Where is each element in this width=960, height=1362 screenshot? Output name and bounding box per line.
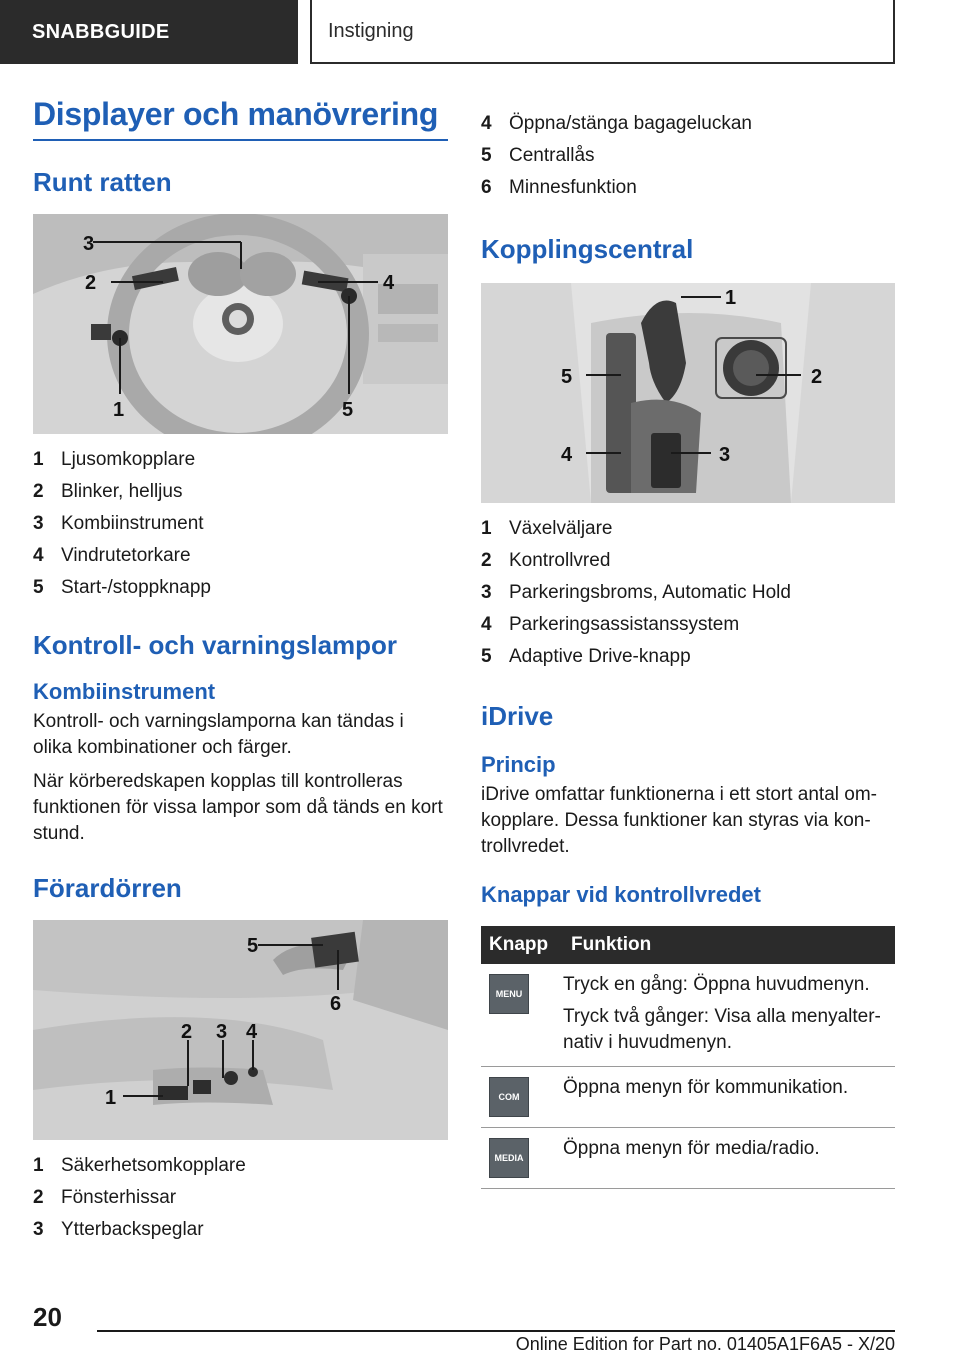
callout-steering-3: 3: [83, 233, 95, 255]
table-header-row: [481, 926, 895, 964]
door-legend: [33, 1150, 448, 1246]
left-column: [33, 96, 448, 1246]
callout-console-4: 4: [561, 444, 573, 466]
list-item: 5 Centrallås: [481, 145, 595, 166]
list-item: 4 Parkeringsassistanssystem: [481, 614, 740, 635]
idrive-heading: iDrive: [481, 701, 554, 731]
lamps-paragraph-1: Kontroll- och varningslamporna kan tändas i olika kombinationer och färger.: [33, 711, 404, 758]
callout-steering-4: 4: [383, 272, 395, 294]
callout-steering-5: 5: [342, 399, 354, 421]
media-key-icon: MEDIA: [489, 1138, 529, 1178]
chapter-tab: Instigning: [310, 0, 895, 64]
lamps-paragraph-2: När körberedskapen kopplas till kontrolleras funktionen för vissa lampor som då tänds en kort stund.: [33, 771, 443, 844]
callout-console-3: 3: [719, 444, 731, 466]
callout-steering-2: 2: [85, 272, 97, 294]
callout-door-5: 5: [247, 935, 259, 957]
callout-door-1: 1: [105, 1087, 117, 1109]
door-heading: Förardörren: [33, 873, 182, 903]
steering-heading: Runt ratten: [33, 167, 172, 197]
edition-text: Online Edition for Part no. 01405A1F6A5 - X/20: [515, 1334, 895, 1354]
table-cell-text: Tryck två gånger: Visa alla menyalternativ i huvudmenyn.: [563, 1006, 881, 1053]
door-legend-continued: [481, 108, 895, 204]
list-item: 1 Växelväljare: [481, 518, 613, 539]
list-item: 5 Adaptive Drive-knapp: [481, 646, 691, 667]
list-item: 2 Fönsterhissar: [33, 1187, 177, 1208]
table-row: [481, 1067, 895, 1128]
callout-door-4: 4: [246, 1021, 258, 1043]
footer-divider: [97, 1330, 895, 1332]
callout-door-2: 2: [181, 1021, 193, 1043]
lamps-heading: Kontroll- och varningslampor: [33, 630, 398, 660]
steering-legend: [33, 444, 448, 604]
controller-buttons-table: [481, 926, 895, 1189]
table-row: [481, 964, 895, 1067]
callout-console-1: 1: [725, 287, 737, 309]
table-row: [481, 1128, 895, 1189]
list-item: 5 Start-/stoppknapp: [33, 577, 211, 598]
section-tab: SNABBGUIDE: [0, 0, 298, 64]
console-heading: Kopplingscentral: [481, 234, 694, 264]
page-header: [0, 0, 960, 66]
callout-console-5: 5: [561, 366, 573, 388]
list-item: 2 Kontrollvred: [481, 550, 611, 571]
table-header-function: Funktion: [563, 926, 895, 964]
right-column: [481, 108, 895, 1189]
list-item: 1 Säkerhetsomkopplare: [33, 1155, 246, 1176]
list-item: 4 Vindrutetorkare: [33, 545, 191, 566]
center-console-image: [481, 283, 895, 503]
steering-wheel-image: [33, 214, 448, 434]
list-item: 3 Ytterbackspeglar: [33, 1219, 204, 1240]
buttons-heading: Knappar vid kontrollvredet: [481, 882, 761, 907]
idrive-subheading: Princip: [481, 752, 556, 777]
list-item: 1 Ljusomkopplare: [33, 449, 196, 470]
com-key-icon: COM: [489, 1077, 529, 1117]
table-cell-text: Öppna menyn för kommunikation.: [563, 1077, 849, 1098]
console-legend: [481, 513, 895, 673]
page-title: Displayer och manövrering: [33, 96, 448, 141]
table-cell-text: Tryck en gång: Öppna huvudmenyn.: [563, 974, 870, 995]
lamps-subheading: Kombiinstrument: [33, 679, 216, 704]
list-item: 4 Öppna/stänga bagageluckan: [481, 113, 752, 134]
callout-steering-1: 1: [113, 399, 125, 421]
driver-door-image: [33, 920, 448, 1140]
list-item: 6 Minnesfunktion: [481, 177, 637, 198]
menu-key-icon: MENU: [489, 974, 529, 1014]
list-item: 3 Kombiinstrument: [33, 513, 204, 534]
callout-door-6: 6: [330, 993, 342, 1015]
idrive-paragraph: iDrive omfattar funktionerna i ett stort antal omkopplare. Dessa funktioner kan styras via kontrollvredet.: [481, 784, 877, 857]
callout-door-3: 3: [216, 1021, 228, 1043]
list-item: 3 Parkeringsbroms, Automatic Hold: [481, 582, 791, 603]
page-number: 20: [33, 1302, 62, 1332]
list-item: 2 Blinker, helljus: [33, 481, 183, 502]
callout-console-2: 2: [811, 366, 823, 388]
table-cell-text: Öppna menyn för media/radio.: [563, 1138, 820, 1159]
table-header-key: Knapp: [481, 926, 563, 964]
